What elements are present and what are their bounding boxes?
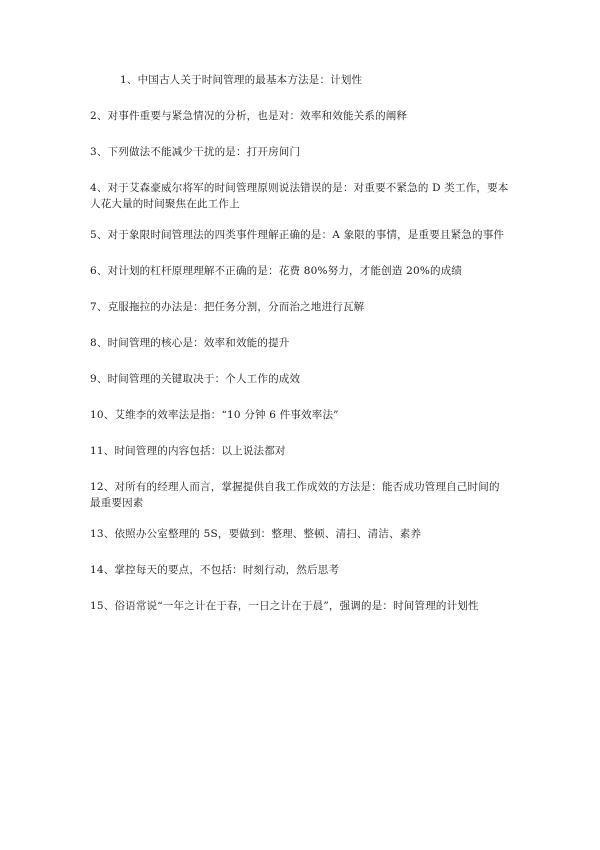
list-item-8: 8、时间管理的核心是：效率和效能的提升 [90, 337, 290, 349]
list-item-11: 11、时间管理的内容包括：以上说法都对 [90, 445, 286, 457]
list-item-5: 5、对于象限时间管理法的四类事件理解正确的是：A 象限的事情，是重要且紧急的事件 [90, 229, 505, 241]
list-item-2: 2、对事件重要与紧急情况的分析，也是对：效率和效能关系的阐释 [90, 110, 408, 122]
list-item-4: 4、对于艾森豪威尔将军的时间管理原则说法错误的是：对重要不紧急的 D 类工作，要本人花大量的时间聚焦在此工作上 [90, 182, 509, 210]
list-item-13: 13、依照办公室整理的 5S，要做到：整理、整顿、清扫、清洁、素养 [90, 528, 422, 540]
list-item-9: 9、时间管理的关键取决于：个人工作的成效 [90, 373, 301, 385]
list-item-6: 6、对计划的杠杆原理理解不正确的是：花费 80%努力，才能创造 20%的成绩 [90, 265, 463, 277]
list-item-12: 12、对所有的经理人而言，掌握提供自我工作成效的方法是：能否成功管理自己时间的最重要因素 [90, 481, 500, 509]
list-item-15: 15、俗语常说“一年之计在于春，一日之计在于晨”，强调的是：时间管理的计划性 [90, 600, 479, 612]
list-item-10: 10、艾维李的效率法是指：“10 分钟 6 件事效率法” [90, 409, 339, 421]
question-list [90, 72, 510, 634]
list-item-7: 7、克服拖拉的办法是：把任务分割，分而治之地进行瓦解 [90, 301, 365, 313]
list-item-14: 14、掌控每天的要点，不包括：时刻行动，然后思考 [90, 564, 340, 576]
list-item-3: 3、下列做法不能减少干扰的是：打开房间门 [90, 146, 301, 158]
list-item-1: 1、中国古人关于时间管理的最基本方法是：计划性 [120, 74, 363, 86]
